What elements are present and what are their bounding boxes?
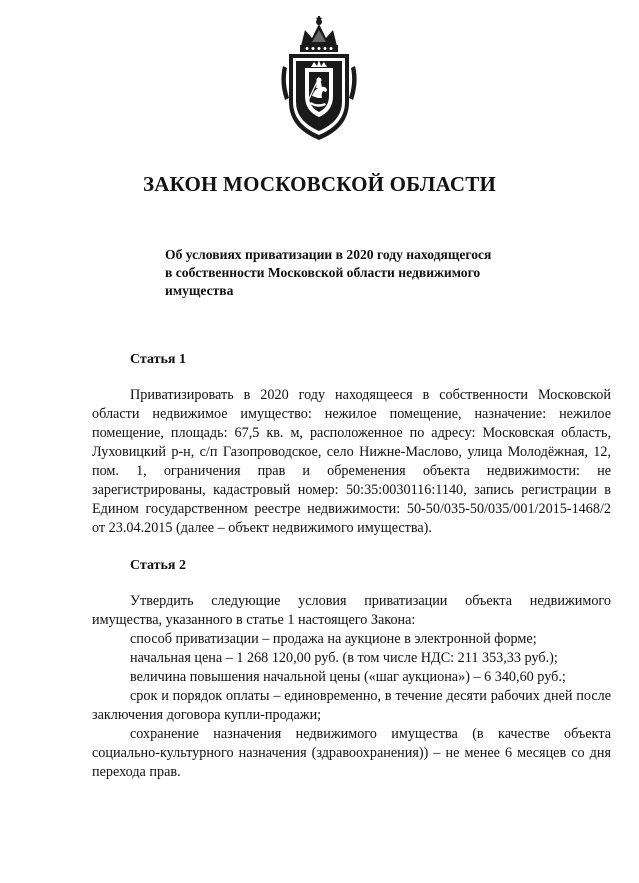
- article-2-item: срок и порядок оплаты – единовременно, в течение десяти рабочих дней после заключения договора купли-продажи;: [92, 688, 611, 723]
- article-1-text: [92, 386, 611, 538]
- subtitle-line: в собственности Московской области недвижимого: [165, 265, 481, 280]
- moscow-oblast-coat-of-arms-icon: [271, 16, 367, 144]
- article-2-item: начальная цена – 1 268 120,00 руб. (в том числе НДС: 211 353,33 руб.);: [130, 650, 558, 666]
- subtitle-line: Об условиях приватизации в 2020 году находящегося: [165, 247, 492, 262]
- article-2-intro: Утвердить следующие условия приватизации объекта недвижимого имущества, указанного в статье 1 настоящего Закона:: [92, 593, 611, 628]
- article-2-text: [92, 592, 611, 782]
- subtitle-line: имущества: [165, 283, 234, 298]
- law-subtitle: [165, 246, 565, 300]
- article-2-heading: Статья 2: [130, 558, 186, 573]
- article-1-heading: Статья 1: [130, 352, 186, 367]
- article-1-paragraph: Приватизировать в 2020 году находящееся в собственности Московской области недвижимое имущество: нежилое помещение, назначение: нежилое помещение, площадь: 67,5 кв. м, расположенное по адресу: Московская область, Луховицкий р-н, с/п Газопроводское, село Нижне-Маслово, улица Молодёжная, 12, пом. 1, ограничения прав и обременения объекта недвижимости: не зарегистрированы, кадастровый номер: 50:35:0030116:1140, запись регистрации в Едином государственном реестре недвижимости: 50-50/035-50/035/001/2015-1468/2 от 23.04.2015 (далее – объект недвижимого имущества).: [92, 387, 611, 536]
- article-2-item: способ приватизации – продажа на аукционе в электронной форме;: [130, 631, 537, 647]
- article-2-item: величина повышения начальной цены («шаг аукциона») – 6 340,60 руб.;: [130, 669, 566, 685]
- article-2-item: сохранение назначения недвижимого имущества (в качестве объекта социально-культурного назначения (здравоохранения)) – не менее 6 месяцев со дня перехода прав.: [92, 726, 611, 780]
- law-title: ЗАКОН МОСКОВСКОЙ ОБЛАСТИ: [142, 172, 497, 196]
